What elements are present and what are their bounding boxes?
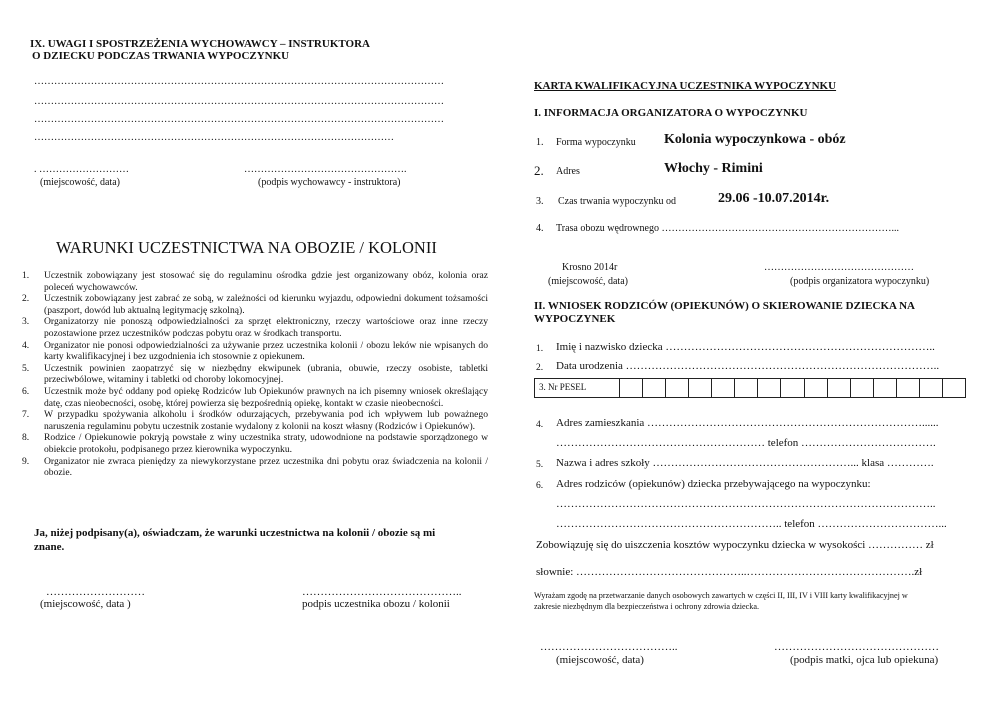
birth-date-field[interactable]: Data urodzenia …………………………………………………………………………..	[556, 360, 940, 372]
condition-text: Uczestnik zobowiązany jest zabrać ze sobą, w zależności od kierunku wyjazdu, odpowiedni dokument tożsamości (paszport, dowód lub aktualną legitymację szkolną).	[44, 293, 488, 316]
pesel-digit-box[interactable]	[643, 379, 666, 397]
home-address-phone-field[interactable]: ………………………………………………… telefon ……………………………….	[556, 437, 936, 449]
condition-item	[20, 293, 488, 316]
declaration-line2: znane.	[34, 541, 65, 553]
pesel-digit-box[interactable]	[781, 379, 804, 397]
parent-place-label: (miejscowość, data)	[556, 654, 644, 666]
route-number: 4.	[536, 223, 544, 234]
pesel-digit-box[interactable]	[851, 379, 874, 397]
parent-signature-label: (podpis matki, ojca lub opiekuna)	[790, 654, 939, 666]
condition-text: Rodzice / Opiekunowie pokryją powstałe z winy uczestnika straty, udowodnione na podstawie sporządzonego w obiekcie protokołu, podpisanego przez kierownika wypoczynku.	[44, 432, 488, 455]
section2-heading-line2: WYPOCZYNEK	[534, 313, 616, 325]
remarks-line-4[interactable]: ………………………………………………………………………………………………	[34, 132, 394, 143]
home-address-number: 4.	[536, 420, 544, 430]
participant-signature-dots[interactable]: ……………………………………..	[302, 586, 462, 598]
instructor-signature-dots[interactable]: ………………………………………….	[244, 164, 407, 175]
condition-item	[20, 363, 488, 386]
condition-number: 4.	[22, 339, 30, 351]
school-field[interactable]: Nazwa i adres szkoły ………………………………………………... klasa ………….	[556, 457, 934, 469]
form-value[interactable]: Kolonia wypoczynkowa - obóz	[664, 132, 846, 147]
participant-signature-label: podpis uczestnika obozu / kolonii	[302, 598, 450, 610]
pesel-digit-box[interactable]	[689, 379, 712, 397]
remarks-heading-line2: O DZIECKU PODCZAS TRWANIA WYPOCZYNKU	[32, 50, 290, 62]
school-number: 5.	[536, 460, 544, 470]
condition-text: Uczestnik powinien zaopatrzyć się w niezbędny ekwipunek (ubrania, obuwie, rzeczy osobiste, tabletki przeciwbólowe, witaminy i tabletki od choroby lokomocyjnej.	[44, 362, 488, 386]
form-label: Forma wypoczynku	[556, 137, 636, 148]
condition-item	[20, 432, 488, 455]
duration-number: 3.	[536, 196, 544, 207]
address-label: Adres	[556, 166, 580, 177]
parent-place-dots[interactable]: ………………………………..	[540, 641, 678, 653]
remarks-line-2[interactable]: ……………………………………………………………………………………………………………	[34, 96, 444, 107]
child-name-number: 1.	[536, 344, 544, 354]
conditions-list	[20, 270, 488, 479]
pesel-digit-box[interactable]	[735, 379, 758, 397]
duration-label: Czas trwania wypoczynku od	[558, 196, 677, 207]
parents-address-label: Adres rodziców (opiekunów) dziecka przebywającego na wypoczynku:	[556, 478, 871, 490]
organizer-place-value[interactable]: Krosno 2014r	[562, 262, 618, 273]
condition-number: 9.	[22, 455, 30, 467]
condition-item	[20, 409, 488, 432]
birth-date-number: 2.	[536, 363, 544, 373]
child-name-field[interactable]: Imię i nazwisko dziecka ………………………………………………………………..	[556, 341, 935, 353]
pesel-digit-box[interactable]	[897, 379, 920, 397]
pesel-digit-box[interactable]	[805, 379, 828, 397]
consent-line2: zakresie niezbędnym dla bezpieczeństwa i ochrony zdrowia dziecka.	[534, 602, 760, 611]
duration-value[interactable]: 29.06 -10.07.2014r.	[718, 191, 830, 206]
form-number: 1.	[536, 137, 544, 148]
condition-item	[20, 316, 488, 339]
pesel-label: 3. Nr PESEL	[535, 379, 620, 397]
remarks-place-label: (miejscowość, data)	[40, 177, 120, 188]
home-address-field[interactable]: Adres zamieszkania …………………………………………………………………......	[556, 417, 939, 429]
organizer-signature-label: (podpis organizatora wypoczynku)	[790, 276, 930, 287]
pesel-digit-box[interactable]	[758, 379, 781, 397]
organizer-place-label: (miejscowość, data)	[548, 276, 628, 287]
declaration-line1: Ja, niżej podpisany(a), oświadczam, że warunki uczestnictwa na kolonii / obozie są mi	[34, 527, 436, 539]
condition-text: Organizatorzy nie ponoszą odpowiedzialności za sprzęt elektroniczny, rzeczy wartościowe oraz inne rzeczy pozostawione przez uczestników podczas pobytu oraz w środkach transportu.	[44, 316, 488, 339]
participant-place-dots[interactable]: ………………………	[46, 586, 145, 598]
condition-text: W przypadku spożywania alkoholu i środków odurzających, przebywania pod ich wpływem lub poważnego naruszenia regulaminu pobytu uczestnik zostanie wydalony z kolonii na koszt własny (Rodziców i Opiekunów).	[44, 409, 488, 432]
pesel-digit-box[interactable]	[920, 379, 943, 397]
condition-item	[20, 340, 488, 363]
pesel-digit-box[interactable]	[943, 379, 965, 397]
condition-item	[20, 456, 488, 479]
card-title: KARTA KWALIFIKACYJNA UCZESTNIKA WYPOCZYNKU	[534, 80, 837, 92]
parents-address-field[interactable]: …………………………………………………………………………………………..	[556, 498, 936, 510]
participant-place-label: (miejscowość, data )	[40, 598, 131, 610]
condition-text: Organizator nie ponosi odpowiedzialności za używanie przez uczestnika kolonii / obozu leków nie wpisanych do karty kwalifikacyjnej i bez uzgodnienia ich stosownie z opiekunem.	[44, 339, 488, 363]
pesel-field[interactable]	[534, 378, 966, 398]
pesel-digit-box[interactable]	[874, 379, 897, 397]
condition-number: 5.	[22, 362, 30, 374]
condition-item	[20, 270, 488, 293]
consent-line1: Wyrażam zgodę na przetwarzanie danych osobowych zawartych w części II, III, IV i VIII karty kwalifikacyjnej w	[534, 591, 908, 600]
condition-text: Uczestnik może być oddany pod opiekę Rodziców lub Opiekunów prawnych na ich pisemny wniosek określający datę, czas nieobecności, osobę, której powierza się bezpośrednią opiekę, kontakt w czasie nieobecności.	[44, 385, 488, 409]
pesel-digit-box[interactable]	[712, 379, 735, 397]
condition-number: 1.	[22, 270, 30, 281]
cost-field[interactable]: Zobowiązuję się do uiszczenia kosztów wypoczynku dziecka w wysokości …………… zł	[536, 539, 934, 551]
parents-address-number: 6.	[536, 481, 544, 491]
condition-text: Uczestnik zobowiązany jest stosować się do regulaminu ośrodka gdzie jest organizowany obóz, kolonia oraz poleceń wychowawców.	[44, 270, 488, 293]
remarks-heading-line1: IX. UWAGI I SPOSTRZEŻENIA WYCHOWAWCY – INSTRUKTORA	[30, 38, 370, 50]
route-field[interactable]: Trasa obozu wędrownego ……………………………………………………………...	[556, 223, 899, 234]
condition-number: 6.	[22, 385, 30, 397]
section1-heading: I. INFORMACJA ORGANIZATORA O WYPOCZYNKU	[534, 107, 808, 119]
condition-number: 8.	[22, 432, 30, 444]
parents-phone-field[interactable]: …………………………………………………….. telefon ……………………………...	[556, 518, 947, 530]
section2-heading-line1: II. WNIOSEK RODZICÓW (OPIEKUNÓW) O SKIEROWANIE DZIECKA NA	[534, 300, 915, 312]
parent-signature-dots[interactable]: ………………………………………	[774, 641, 939, 653]
remarks-line-3[interactable]: ……………………………………………………………………………………………………………	[34, 114, 444, 125]
condition-text: Organizator nie zwraca pieniędzy za niewykorzystane przez uczestnika dni pobytu oraz świadczenia na kolonii / obozie.	[44, 455, 488, 479]
pesel-digit-box[interactable]	[828, 379, 851, 397]
condition-number: 2.	[22, 293, 30, 305]
remarks-line-1[interactable]: ……………………………………………………………………………………………………………	[34, 76, 444, 87]
remarks-place-dots[interactable]: . ………………………	[34, 164, 129, 175]
instructor-signature-label: (podpis wychowawcy - instruktora)	[258, 177, 401, 188]
condition-item	[20, 386, 488, 409]
pesel-digit-box[interactable]	[666, 379, 689, 397]
organizer-signature-dots[interactable]: ………………………………………	[764, 262, 914, 273]
pesel-digit-box[interactable]	[620, 379, 643, 397]
cost-words-field[interactable]: słownie: ………………………………………..……………………………………….zł	[536, 566, 923, 578]
address-number: 2.	[534, 163, 544, 178]
condition-number: 3.	[22, 316, 30, 328]
condition-number: 7.	[22, 409, 30, 421]
conditions-title: WARUNKI UCZESTNICTWA NA OBOZIE / KOLONII	[56, 238, 437, 257]
address-value[interactable]: Włochy - Rimini	[664, 161, 763, 176]
